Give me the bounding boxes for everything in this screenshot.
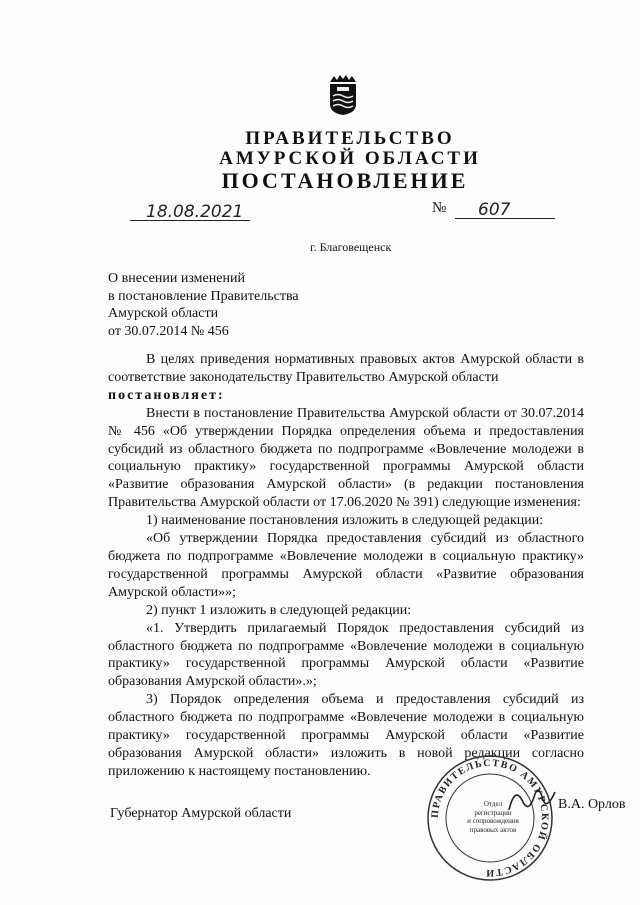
stamp-inner-line: Отдел — [483, 800, 503, 808]
date-underline — [130, 220, 250, 221]
amendment-item-1-text: «Об утверждении Порядка предоставления субсидий из областного бюджета по подпрограмме «Вовлечение молодежи в социальную практику» государственной программы Амурской области «Развитие образования Амурской области»»; — [108, 531, 584, 600]
document-body — [108, 351, 584, 781]
stamp-ring-text: ПРАВИТЕЛЬСТВО АМУРСКОЙ ОБЛАСТИ — [429, 757, 551, 879]
stamp-inner-line: и сопровождения — [467, 817, 519, 825]
stamp-inner-line: правовых актов — [469, 825, 517, 834]
number-sign: № — [432, 200, 447, 216]
stamp-inner-line: регистрации — [474, 808, 512, 817]
amur-region-coat-of-arms-icon — [328, 74, 358, 116]
government-name-line-2: АМУРСКОЙ ОБЛАСТИ — [219, 148, 481, 169]
signer-position: Губернатор Амурской области — [110, 806, 292, 821]
number-underline — [455, 218, 555, 219]
document-subject — [108, 270, 299, 340]
decree-word: постановляет: — [108, 387, 225, 403]
subject-line: в постановление Правительства — [108, 288, 299, 304]
subject-line: О внесении изменений — [108, 271, 245, 286]
amendment-item-3: 3) Порядок определения объема и предоставления субсидий из областного бюджета по подпрограмме «Вовлечение молодежи в социальную практику» государственной программы Амурской области «Развитие образования Амурской области» изложить в новой редакции согласно приложению к настоящему постановлению. — [108, 692, 584, 779]
body-paragraph-1: Внести в постановление Правительства Амурской области от 30.07.2014 № 456 «Об утверждении Порядка определения объема и предоставления субсидий из областного бюджета по подпрограмме «Вовлечение молодежи в социальную практику» государственной программы Амурской области «Развитие образования Амурской области» (в редакции постановления Правительства Амурской области от 17.06.2020 № 391) следующие изменения: — [108, 405, 584, 511]
amendment-item-2: 2) пункт 1 изложить в следующей редакции: — [146, 602, 412, 618]
document-type-title: ПОСТАНОВЛЕНИЕ — [221, 168, 469, 193]
body-intro: В целях приведения нормативных правовых актов Амурской области в соответствие законодательству Правительство Амурской области — [108, 352, 584, 385]
amendment-item-1: 1) наименование постановления изложить в следующей редакции: — [146, 513, 544, 529]
document-number: 607 — [478, 200, 511, 220]
document-date: 18.08.2021 — [146, 202, 244, 222]
signer-name: В.А. Орлов — [558, 797, 626, 812]
subject-line: Амурской области — [108, 306, 219, 321]
handwritten-signature — [505, 780, 560, 820]
amendment-item-2-text: «1. Утвердить прилагаемый Порядок предоставления субсидий из областного бюджета по подпрограмме «Вовлечение молодежи в социальную практику» государственной программы Амурской области «Развитие образования Амурской области».»; — [108, 620, 584, 690]
government-name-line-1: ПРАВИТЕЛЬСТВО — [245, 128, 455, 149]
subject-line: от 30.07.2014 № 456 — [108, 323, 229, 339]
city-name: г. Благовещенск — [310, 240, 392, 254]
